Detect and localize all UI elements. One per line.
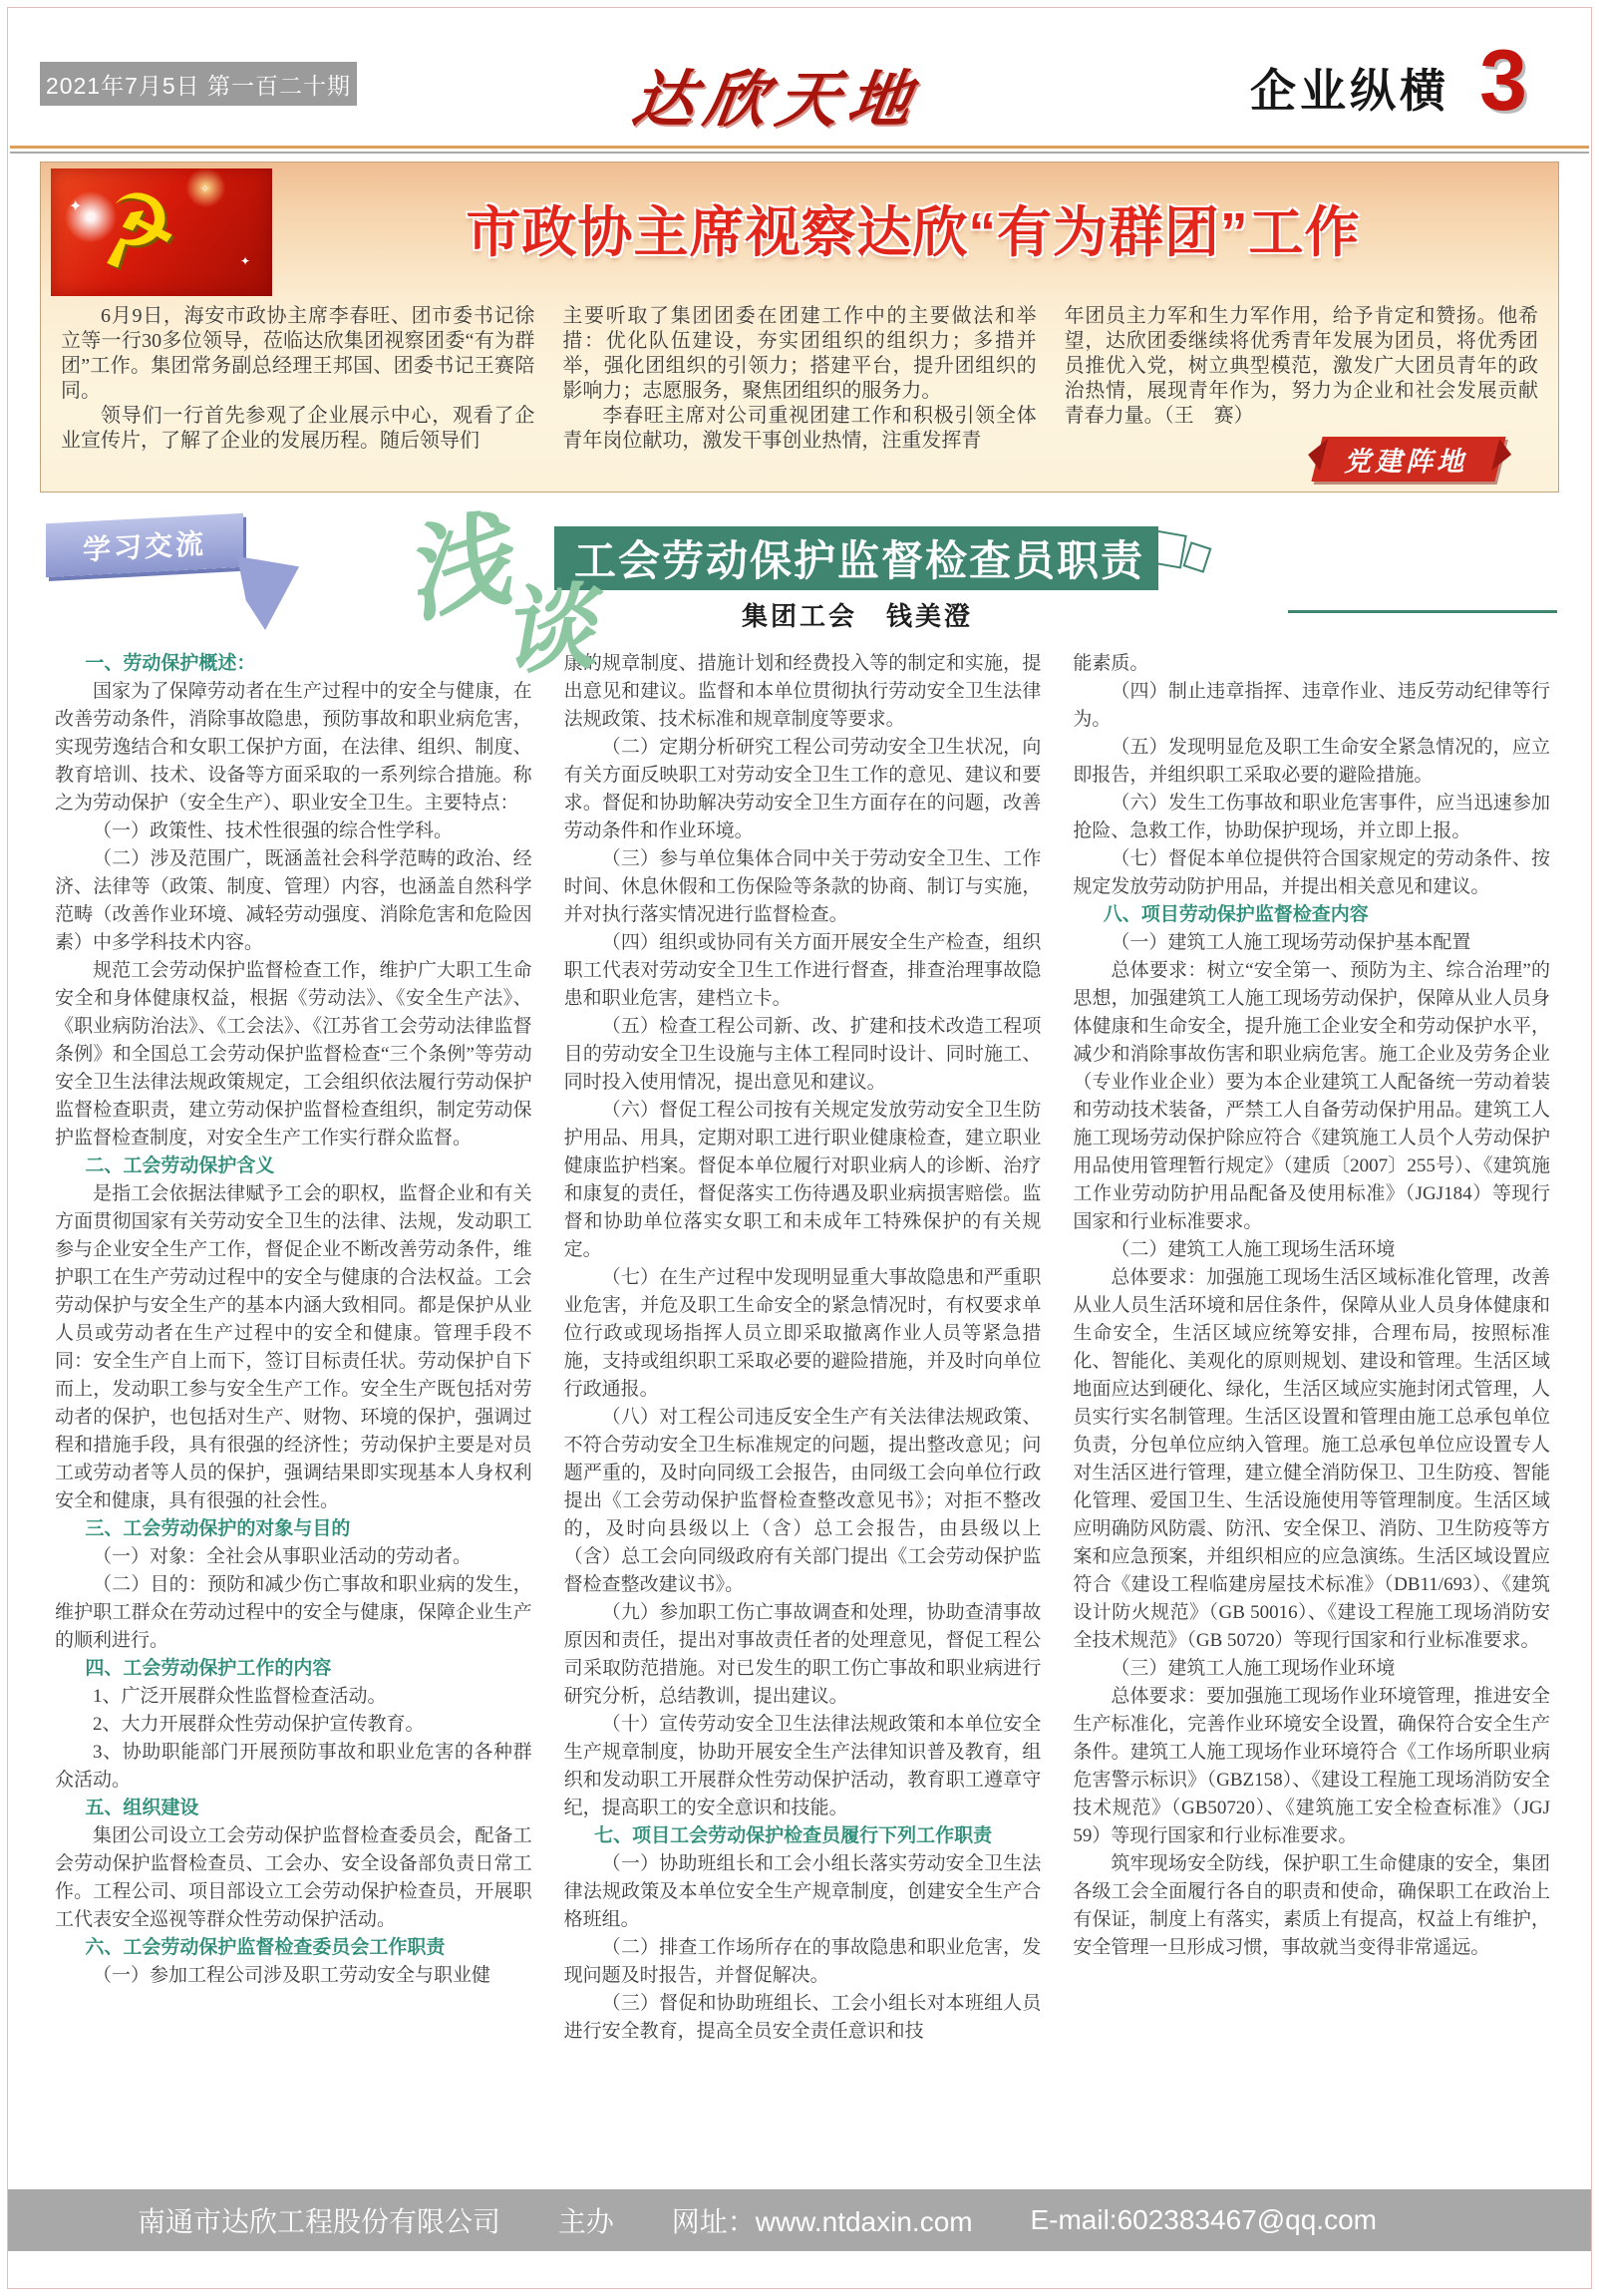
paragraph: 是指工会依据法律赋予工会的职权，监督企业和有关方面贯彻国家有关劳动安全卫生的法律、法规，发动职工参与企业安全生产工作，督促企业不断改善劳动条件，维护职工在生产劳动过程中的安全与健康的合法权益。工会劳动保护与安全生产的基本内涵大致相同。都是保护从业人员或劳动者在生产过程中的安全和健康。管理手段不同：安全生产自上而下，签订目标责任状。劳动保护自下而上，发动职工参与安全生产工作。安全生产既包括对劳动者的保护，也包括对生产、财物、环境的保护，强调过程和措施手段，具有很强的经济性；劳动保护主要是对员工或劳动者等人员的保护，强调结果即实现基本人身权利安全和健康，具有很强的社会性。 [55,1183,532,1511]
paragraph: 年团员主力军和生力军作用，给予肯定和赞扬。他希望，达欣团委继续将优秀青年发展为团员，将优秀团员推优入党，树立典型模范，激发广大团员青年的政治热情，展现青年作为，努力为企业和社会发展贡献青春力量。（王 赛） [1064,305,1538,427]
section-heading: 四、工会劳动保护工作的内容 [85,1658,332,1679]
paragraph: 1、广泛开展群众性监督检查活动。 [93,1686,387,1707]
main-article-column-2 [564,650,1042,2153]
paragraph: （一）政策性、技术性很强的综合性学科。 [93,820,454,841]
paragraph: （七）督促本单位提供符合国家规定的劳动条件、按规定发放劳动防护用品，并提出相关意见和建议。 [1073,848,1550,897]
paragraph: （三）督促和协助班组长、工会小组长对本班组人员进行安全教育，提高全员安全责任意识和技 [563,1993,1042,2042]
paragraph: 6月9日，海安市政协主席李春旺、团市委书记徐立等一行30多位领导，莅临达欣集团视察团委“有为群团”工作。集团常务副总经理王邦国、团委书记王赛陪同。 [61,305,535,402]
kicker-banner: 学习交流 [46,513,243,577]
paragraph: （三）建筑工人施工现场作业环境 [1111,1658,1396,1679]
paragraph: （一）协助班组长和工会小组长落实劳动安全卫生法律法规政策及本单位安全生产规章制度，创建安全生产合格班组。 [563,1853,1042,1930]
main-article-column-3 [1073,650,1550,2153]
section-heading: 七、项目工会劳动保护检查员履行下列工作职责 [594,1825,993,1846]
paragraph: （一）参加工程公司涉及职工劳动安全与职业健 [93,1965,491,1986]
paragraph: （二）排查工作场所存在的事故隐患和职业危害，发现问题及时报告，并督促解决。 [563,1937,1042,1986]
paragraph: 集团公司设立工会劳动保护监督检查委员会，配备工会劳动保护监督检查员、工会办、安全设备部负责日常工作。工程公司、项目部设立工会劳动保护检查员，开展职工代表安全巡视等群众性劳动保护活动。 [55,1825,532,1930]
paragraph: 筑牢现场安全防线，保护职工生命健康的安全，集团各级工会全面履行各自的职责和使命，确保职工在政治上有保证，制度上有落实，素质上有提高，权益上有维护，安全管理一旦形成习惯，事故就当变得非常遥远。 [1073,1853,1550,1958]
paragraph: （一）建筑工人施工现场劳动保护基本配置 [1111,932,1471,953]
paragraph: 总体要求：加强施工现场生活区域标准化管理，改善从业人员生活环境和居住条件，保障从业人员身体健康和生命安全，生活区域应统筹安排，合理布局，按照标准化、智能化、美观化的原则规划、建设和管理。生活区域地面应达到硬化、绿化，生活区域应实施封闭式管理，人员实行实名制管理。生活区设置和管理由施工总承包单位负责，分包单位应纳入管理。施工总承包单位应设置专人对生活区进行管理，建立健全消防保卫、卫生防疫、智能化管理、爱国卫生、生活设施使用等管理制度。生活区域应明确防风防震、防汛、安全保卫、消防、卫生防疫等方案和应急预案，并组织相应的应急演练。生活区域设置应符合《建设工程临建房屋技术标准》（DB11/693）、《建筑设计防火规范》（GB 50016）、《建设工程施工现场消防安全技术规范》（GB 50720）等现行国家和行业标准要求。 [1073,1267,1550,1651]
decorative-green-line [1288,610,1557,613]
calligraphy-char: 浅 [393,496,520,639]
section-heading: 一、劳动保护概述： [85,653,256,674]
byline: 集团工会 钱美澄 [741,601,973,631]
section-heading: 六、工会劳动保护监督检查委员会工作职责 [85,1937,446,1958]
paragraph: 总体要求：要加强施工现场作业环境管理，推进安全生产标准化，完善作业环境安全设置，确保符合安全生产条件。建筑工人施工现场作业环境符合《工作场所职业病危害警示标识》（GBZ158）、《建设工程施工现场消防安全技术规范》（GB50720）、《建筑施工安全检查标准》（JGJ 59）等现行国家和行业标准要求。 [1073,1686,1550,1846]
page-number: 3 [1479,33,1527,129]
website [672,2200,973,2240]
paragraph: （六）发生工伤事故和职业危害事件，应当迅速参加抢险、急救工作，协助保护现场，并立即上报。 [1073,793,1550,841]
section-name: 企业纵横 [1250,66,1449,117]
paragraph: （二）建筑工人施工现场生活环境 [1111,1239,1396,1260]
paragraph: 康的规章制度、措施计划和经费投入等的制定和实施，提出意见和建议。监督和本单位贯彻执行劳动安全卫生法律法规政策、技术标准和规章制度等要求。 [563,653,1042,730]
publisher-role: 主办 [557,2206,614,2237]
paragraph: （九）参加职工伤亡事故调查和处理，协助查清事故原因和责任，提出对事故责任者的处理意见，督促工程公司采取防范措施。对已发生的职工伤亡事故和职业病进行研究分析，总结教训，提出建议。 [563,1602,1042,1707]
section-heading: 二、工会劳动保护含义 [85,1155,275,1176]
sparkle-icon: ✦ [69,198,83,215]
hammer-sickle-icon: ☭ [82,169,189,292]
party-flag-image [51,168,272,296]
paragraph: （十）宣传劳动安全卫生法律法规政策和本单位安全生产规章制度，协助开展安全生产法律知识普及教育，组织和发动职工开展群众性劳动保护活动，教育职工遵章守纪，提高职工的安全意识和技能。 [563,1714,1042,1818]
main-article-column-1 [55,650,532,2153]
paragraph: （五）检查工程公司新、改、扩建和技术改造工程项目的劳动安全卫生设施与主体工程同时设计、同时施工、同时投入使用情况，提出意见和建议。 [563,1016,1042,1093]
paragraph: （八）对工程公司违反安全生产有关法律法规政策、不符合劳动安全卫生标准规定的问题，提出整改意见；问题严重的，及时向同级工会报告，由同级工会向单位行政提出《工会劳动保护监督检查整改意见书》；对拒不整改的，及时向县级以上（含）总工会报告，由县级以上（含）总工会向同级政府有关部门提出《工会劳动保护监督检查整改建议书》。 [563,1407,1042,1595]
sparkle-icon: ✧ [200,183,210,195]
calligraphy-char: 谈 [496,571,599,689]
website-url: www.ntdaxin.com [755,2206,973,2237]
section-heading: 三、工会劳动保护的对象与目的 [85,1518,351,1539]
kicker-banner-tail [231,556,305,630]
title-bar-ornament [1149,529,1186,568]
main-article-columns [55,650,1550,2153]
masthead-rule-gray [10,152,1589,154]
section-heading: 八、项目劳动保护监督检查内容 [1103,904,1369,925]
top-article-title: 市政协主席视察达欣“有为群团”工作 [466,201,1361,263]
paragraph: 李春旺主席对公司重视团建工作和积极引领全体青年岗位献功，激发干事创业热情，注重发挥青 [562,405,1037,452]
paragraph: 2、大力开展群众性劳动保护宣传教育。 [93,1714,425,1735]
paragraph: 规范工会劳动保护监督检查工作，维护广大职工生命安全和身体健康权益，根据《劳动法》、《安全生产法》、《职业病防治法》、《工会法》、《江苏省工会劳动法律监督条例》和全国总工会劳动保护监督检查“三个条例”等劳动安全卫生法律法规政策规定，工会组织依法履行劳动保护监督检查职责，建立劳动保护监督检查组织，制定劳动保护监督检查制度，对安全生产工作实行群众监督。 [55,960,532,1148]
website-label: 网址： [671,2206,756,2237]
paragraph: （五）发现明显危及职工生命安全紧急情况的，应立即报告，并组织职工采取必要的避险措施。 [1073,737,1550,786]
paragraph: （一）对象：全社会从事职业活动的劳动者。 [93,1546,473,1567]
email: E-mail:602383467@qq.com [1030,2204,1377,2235]
section-heading: 五、组织建设 [85,1798,199,1818]
main-article-title-bar: 工会劳动保护监督检查员职责 [554,526,1158,590]
sparkle-icon: ✦ [240,254,251,268]
paragraph: （二）目的：预防和减少伤亡事故和职业病的发生，维护职工群众在劳动过程中的安全与健康，保障企业生产的顺利进行。 [55,1574,532,1651]
footer-bar [8,2189,1591,2251]
paragraph: （三）参与单位集体合同中关于劳动安全卫生、工作时间、休息休假和工伤保险等条款的协商、制订与实施，并对执行落实情况进行监督检查。 [563,848,1042,925]
top-article [40,162,1559,492]
party-building-badge: 党建阵地 [1311,437,1505,482]
paragraph: （二）涉及范围广，既涵盖社会科学范畴的政治、经济、法律等（政策、制度、管理）内容，也涵盖自然科学范畴（改善作业环境、减轻劳动强度、消除危害和危险因素）中多学科技术内容。 [55,848,532,953]
paragraph: 领导们一行首先参观了企业展示中心，观看了企业宣传片，了解了企业的发展历程。随后领导们 [61,405,535,452]
title-bar-ornament [1183,541,1212,573]
paragraph: （四）制止违章指挥、违章作业、违反劳动纪律等行为。 [1073,681,1550,730]
paragraph: 3、协助职能部门开展预防事故和职业危害的各种群众活动。 [55,1742,532,1791]
issue-info-box: 2021年7月5日 第一百二十期 [40,62,357,106]
paragraph: （二）定期分析研究工程公司劳动安全卫生状况，向有关方面反映职工对劳动安全卫生工作的意见、建议和要求。督促和协助解决劳动安全卫生方面存在的问题，改善劳动条件和作业环境。 [563,737,1042,841]
top-article-column-2 [562,304,1036,484]
paragraph: （六）督促工程公司按有关规定发放劳动安全卫生防护用品、用具，定期对职工进行职业健康检查，建立职业健康监护档案。督促本单位履行对职业病人的诊断、治疗和康复的责任，督促落实工伤待遇及职业病损害赔偿。监督和协助单位落实女职工和未成年工特殊保护的有关规定。 [563,1100,1042,1260]
publisher-name: 南通市达欣工程股份有限公司 [138,2206,501,2237]
paragraph: 主要听取了集团团委在团建工作中的主要做法和举措：优化队伍建设，夯实团组织的组织力；多措并举，强化团组织的引领力；搭建平台，提升团组织的影响力；志愿服务，聚焦团组织的服务力。 [562,305,1037,402]
paragraph: （四）组织或协同有关方面开展安全生产检查，组织职工代表对劳动安全卫生工作进行督查，排查治理事故隐患和职业危害，建档立卡。 [563,932,1042,1009]
paper-title: 达欣天地 [628,67,925,135]
masthead-rule-orange [10,146,1589,149]
paragraph: 总体要求：树立“安全第一、预防为主、综合治理”的思想，加强建筑工人施工现场劳动保护，保障从业人员身体健康和生命安全，提升施工企业安全和劳动保护水平，减少和消除事故伤害和职业病危害。施工企业及劳务企业（专业作业企业）要为本企业建筑工人配备统一劳动着装和劳动技术装备，严禁工人自备劳动保护用品。建筑工人施工现场劳动保护除应符合《建筑施工人员个人劳动保护用品使用管理暂行规定》（建质〔2007〕255号）、《建筑施工作业劳动防护用品配备及使用标准》（JGJ184）等现行国家和行业标准要求。 [1073,960,1550,1232]
paragraph: （七）在生产过程中发现明显重大事故隐患和严重职业危害，并危及职工生命安全的紧急情况时，有权要求单位行政或现场指挥人员立即采取撤离作业人员等紧急措施，支持或组织职工采取必要的避险措施，并及时向单位行政通报。 [563,1267,1042,1400]
top-article-column-1 [61,304,534,484]
paragraph: 国家为了保障劳动者在生产过程中的安全与健康，在改善劳动条件，消除事故隐患，预防事故和职业病危害，实现劳逸结合和女职工保护方面，在法律、组织、制度、教育培训、技术、设备等方面采取的一系列综合措施。称之为劳动保护（安全生产）、职业安全卫生。主要特点： [55,681,532,814]
paragraph: 能素质。 [1073,653,1149,674]
